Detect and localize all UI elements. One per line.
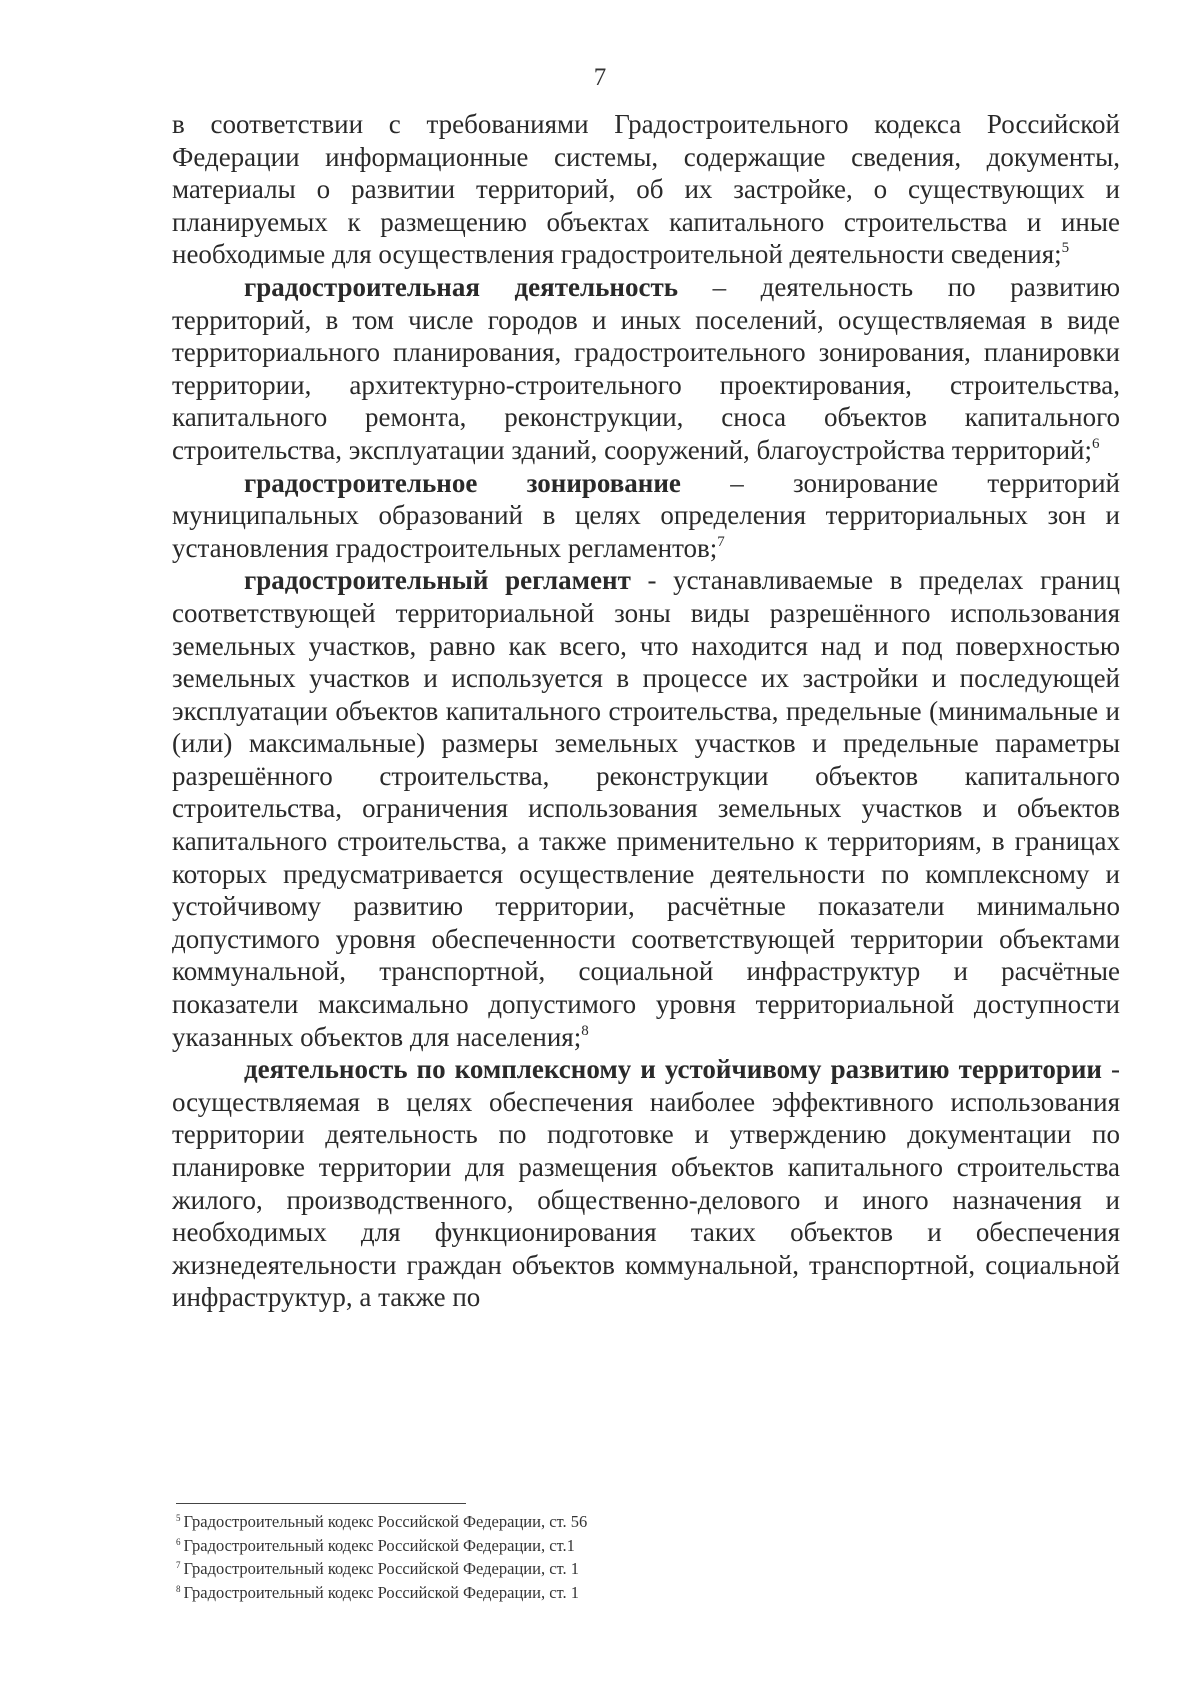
definition-term: градостроительный регламент	[244, 565, 631, 596]
paragraph-continuation	[172, 108, 1120, 271]
paragraph-text: в соответствии с требованиями Градостроительного кодекса Российской Федерации информационные системы, содержащие сведения, документы, материалы о развитии территорий, об их застройке, о существующих и планируемых к размещению объектах капитального строительства и иные необходимые для осуществления градостроительной деятельности сведения;	[172, 109, 1120, 270]
footnote-mark: 6	[176, 1536, 181, 1547]
footnote-separator	[176, 1503, 466, 1504]
definition-text: - устанавливаемые в пределах границ соответствующей территориальной зоны виды разрешённого использования земельных участков, равно как всего, что находится над и под поверхностью земельных участков и используется в процессе их застройки и последующей эксплуатации объектов капитального строительства, предельные (минимальные и (или) максимальные) размеры земельных участков и предельные параметры разрешённого строительства, реконструкции объектов капитального строительства, ограничения использования земельных участков и объектов капитального строительства, а также применительно к территориям, в границах которых предусматривается осуществление деятельности по комплексному и устойчивому развитию территории, расчётные показатели минимально допустимого уровня обеспеченности соответствующей территории объектами коммунальной, транспортной, социальной инфраструктур и расчётные показатели максимально допустимого уровня территориальной доступности указанных объектов для населения;	[172, 565, 1120, 1052]
footnote-text: Градостроительный кодекс Российской Федерации, ст.1	[183, 1535, 575, 1555]
footnote	[176, 1510, 876, 1534]
definition-text: – зонирование территорий муниципальных образований в целях определения территориальных зон и установления градостроительных регламентов;	[172, 467, 1120, 563]
definition-term: градостроительная деятельность	[244, 271, 679, 302]
definition-paragraph	[172, 467, 1120, 565]
definition-text: – деятельность по развитию территорий, в том числе городов и иных поселений, осуществляемая в виде территориального планирования, градостроительного зонирования, планировки территории, архитектурно-строительного проектирования, строительства, капитального ремонта, реконструкции, сноса объектов капитального строительства, эксплуатации зданий, сооружений, благоустройства территорий;	[172, 271, 1120, 465]
footnote-mark: 5	[176, 1513, 181, 1523]
definition-term: градостроительное зонирование	[244, 467, 681, 498]
footnote-ref: 5	[1061, 240, 1070, 257]
footnote-text: Градостроительный кодекс Российской Федерации, ст. 56	[183, 1512, 588, 1531]
footnote-mark: 7	[176, 1560, 181, 1570]
footnote-mark: 8	[176, 1583, 181, 1594]
definition-term: деятельность по комплексному и устойчивому развитию территории	[244, 1054, 1102, 1085]
page-number: 7	[593, 64, 607, 91]
footnote-ref: 8	[581, 1022, 589, 1039]
footnote-ref: 7	[717, 533, 725, 550]
footnote	[176, 1581, 876, 1605]
footnotes	[176, 1510, 876, 1604]
definition-text: - осуществляемая в целях обеспечения наиболее эффективного использования территории деятельность по подготовке и утверждению документации по планировке территории для размещения объектов капитального строительства жилого, производственного, общественно-делового и иного назначения и необходимых для функционирования таких объектов и обеспечения жизнедеятельности граждан объектов коммунальной, транспортной, социальной инфраструктур, а также по	[172, 1054, 1120, 1313]
definition-paragraph	[172, 271, 1120, 467]
definition-paragraph	[172, 564, 1120, 1053]
footnote-ref: 6	[1091, 435, 1100, 452]
document-body	[172, 108, 1120, 1314]
footnote	[176, 1534, 876, 1558]
definition-paragraph	[172, 1053, 1120, 1314]
footnote	[176, 1557, 876, 1581]
footnote-text: Градостроительный кодекс Российской Федерации, ст. 1	[183, 1559, 579, 1578]
footnote-text: Градостроительный кодекс Российской Федерации, ст. 1	[183, 1582, 579, 1602]
